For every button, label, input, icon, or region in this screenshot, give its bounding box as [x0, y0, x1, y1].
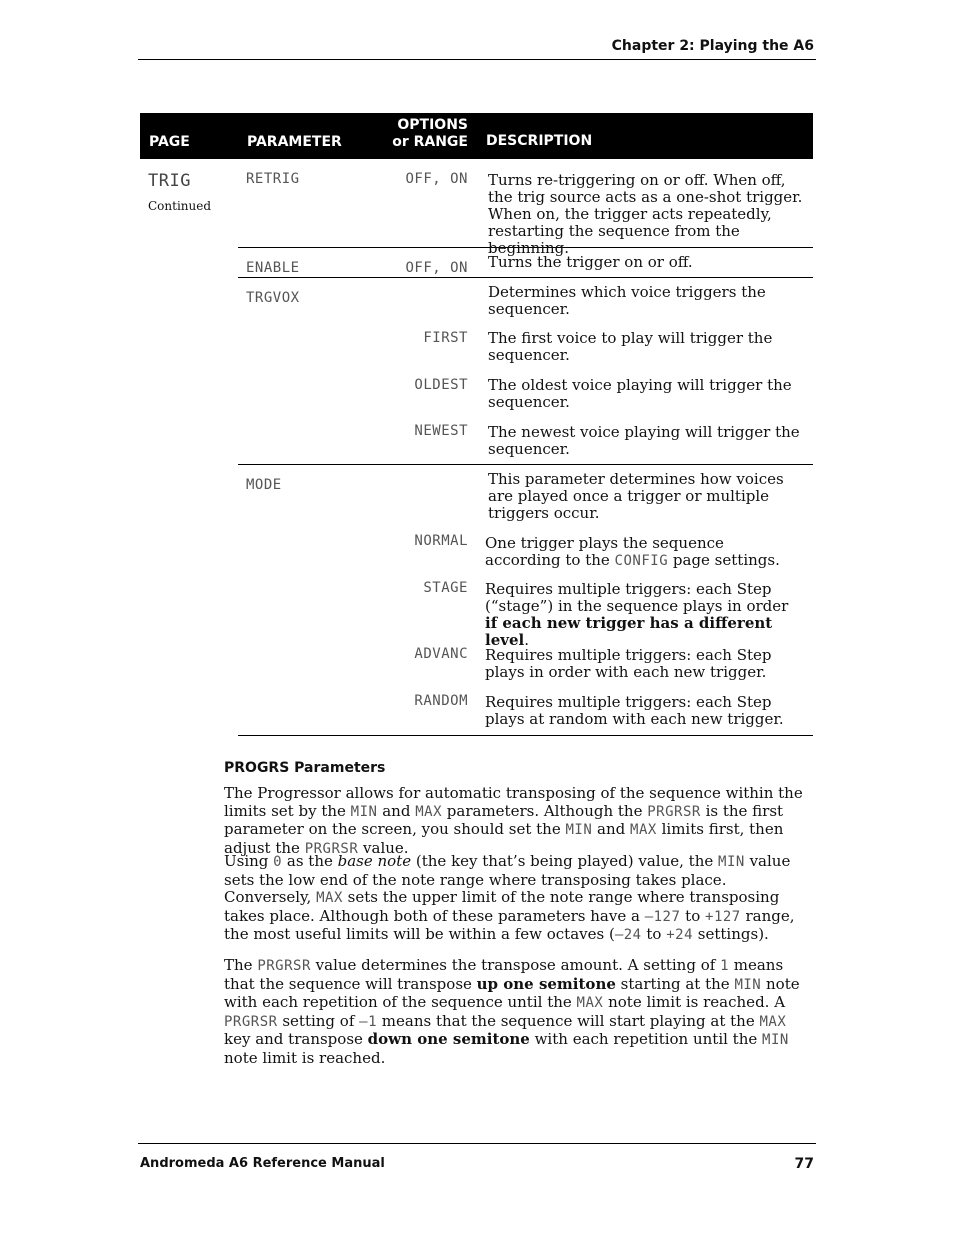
p1-code-min2: MIN	[565, 822, 593, 838]
p3-code-one: 1	[720, 958, 729, 974]
p2-italic-base-note: base note	[337, 852, 412, 870]
p1-text-g: value.	[358, 838, 409, 857]
p3-bold-down: down one semitone	[367, 1030, 530, 1048]
page-cell	[148, 171, 211, 213]
option-advanc: ADVANC	[414, 646, 468, 662]
desc-oldest: The oldest voice playing will trigger the sequencer.	[488, 376, 792, 411]
p3-text-f: note limit is reached. A	[603, 993, 786, 1011]
p2-code-zero: 0	[273, 854, 283, 870]
p2-text-f: to	[680, 906, 706, 925]
table-row-trgvox	[238, 278, 813, 465]
desc-normal-text-end: page settings.	[668, 551, 780, 569]
footer-title: Andromeda A6 Reference Manual	[140, 1156, 385, 1171]
p1-code-min: MIN	[350, 803, 378, 820]
p2-code-max: MAX	[316, 890, 343, 906]
code-config: CONFIG	[614, 553, 669, 569]
param-enable: ENABLE	[246, 260, 300, 276]
p3-code-max: MAX	[576, 995, 604, 1011]
desc-stage	[485, 581, 803, 649]
options-enable: OFF, ON	[405, 260, 468, 276]
paragraph-3	[224, 957, 814, 1067]
desc-retrig: Turns re-triggering on or off. When off, the trig source acts as a one-shot trigger. When on, the trigger acts repeatedly, restarting the sequence from the beginning.	[488, 171, 803, 257]
table-row-retrig	[238, 159, 813, 257]
p2-text-b: as the	[282, 852, 338, 870]
desc-random: Requires multiple triggers: each Step plays at random with each new trigger.	[485, 693, 784, 728]
paragraph-2	[224, 853, 814, 945]
page-continued-note: Continued	[148, 199, 212, 213]
p1-text-b: and	[377, 801, 416, 820]
header-options	[380, 117, 468, 151]
p3-code-prgrsr2: PRGRSR	[224, 1013, 278, 1030]
p3-text-h: means that the sequence will start playing at the	[377, 1011, 760, 1030]
p3-text-b: value determines the transpose amount. A setting of	[310, 956, 721, 974]
running-header: Chapter 2: Playing the A6	[611, 38, 814, 54]
desc-stage-text: Requires multiple triggers: each Step (“stage”) in the sequence plays in order	[485, 580, 789, 615]
p2-text-d: value sets the low end of the note range where transposing takes place. Conversely,	[224, 852, 791, 906]
p3-text-g: setting of	[277, 1011, 360, 1030]
header-parameter: PARAMETER	[247, 134, 342, 150]
page-number: 77	[794, 1156, 814, 1172]
p3-code-min: MIN	[734, 976, 762, 993]
footer-rule	[138, 1143, 816, 1144]
desc-normal-text: One trigger plays the sequence according to the	[485, 534, 724, 569]
p2-code-neg127: –127	[644, 908, 681, 925]
p3-code-min2: MIN	[762, 1032, 789, 1048]
header-options-line2: or RANGE	[392, 134, 468, 150]
p1-text-a: The Progressor allows for automatic transposing of the sequence within the limits set by the	[224, 784, 803, 820]
param-trgvox: TRGVOX	[246, 290, 300, 306]
p2-text-g: range, the most useful limits will be within a few octaves (	[224, 906, 795, 943]
paragraph-1	[224, 785, 814, 858]
desc-mode: This parameter determines how voices are played once a trigger or multiple triggers occur.	[488, 470, 784, 522]
desc-advanc: Requires multiple triggers: each Step plays in order with each new trigger.	[485, 646, 772, 681]
p2-code-neg24: –24	[614, 927, 642, 943]
p2-text-h: to	[641, 925, 667, 943]
desc-normal	[485, 535, 803, 570]
p2-code-pos24: +24	[666, 927, 694, 943]
header-page: PAGE	[149, 134, 190, 150]
table-row-enable	[238, 248, 813, 278]
p1-text-d: is the first parameter on the screen, you should set the	[224, 801, 784, 838]
p3-bold-up: up one semitone	[476, 974, 616, 993]
desc-first: The first voice to play will trigger the sequencer.	[488, 329, 773, 364]
p3-code-prgrsr: PRGRSR	[257, 958, 311, 974]
p3-text-j: with each repetition until the	[529, 1030, 763, 1048]
header-description: DESCRIPTION	[486, 133, 593, 149]
p1-text-e: and	[592, 820, 631, 838]
header-rule	[138, 59, 816, 60]
table-rows	[238, 159, 813, 736]
parameter-table	[140, 113, 813, 728]
p1-text-f: limits first, then adjust the	[224, 820, 784, 857]
options-retrig: OFF, ON	[405, 171, 468, 187]
p3-text-d: starting at the	[615, 974, 735, 993]
p2-text-i: settings).	[693, 925, 769, 943]
p1-code-max2: MAX	[630, 822, 657, 838]
p1-text-c: parameters. Although the	[442, 801, 648, 820]
desc-enable: Turns the trigger on or off.	[488, 253, 693, 271]
table-row-mode	[238, 465, 813, 736]
p2-text-c: (the key that’s being played) value, the	[411, 852, 719, 870]
option-newest: NEWEST	[414, 423, 468, 439]
p3-text-i: key and transpose	[224, 1030, 368, 1048]
p2-code-min: MIN	[718, 854, 745, 870]
p3-text-k: note limit is reached.	[224, 1048, 386, 1067]
desc-stage-end: .	[524, 631, 529, 649]
param-retrig: RETRIG	[246, 171, 300, 187]
p3-text-c: means that the sequence will transpose	[224, 956, 784, 993]
p2-code-pos127: +127	[705, 908, 741, 925]
desc-newest: The newest voice playing will trigger the sequencer.	[488, 423, 800, 458]
desc-trgvox: Determines which voice triggers the sequencer.	[488, 283, 766, 318]
p1-code-prgrsr: PRGRSR	[647, 803, 701, 820]
p2-text-e: sets the upper limit of the note range where transposing takes place. Although both of these parameters have a	[224, 888, 780, 925]
section-title: PROGRS Parameters	[224, 760, 386, 776]
option-stage: STAGE	[423, 580, 468, 596]
p3-code-neg1: –1	[359, 1013, 378, 1030]
table-header	[140, 113, 813, 159]
p1-code-max: MAX	[415, 803, 443, 820]
option-random: RANDOM	[414, 693, 468, 709]
option-first: FIRST	[423, 330, 468, 346]
page-name: TRIG	[148, 171, 191, 191]
p3-text-a: The	[224, 956, 258, 974]
header-options-line1: OPTIONS	[397, 117, 468, 133]
option-oldest: OLDEST	[414, 377, 468, 393]
p2-text-a: Using	[224, 852, 274, 870]
p3-code-max2: MAX	[759, 1013, 787, 1030]
p1-code-prgrsr2: PRGRSR	[304, 840, 359, 857]
p3-text-e: note with each repetition of the sequence until the	[224, 974, 800, 1011]
param-mode: MODE	[246, 477, 282, 493]
option-normal: NORMAL	[414, 533, 468, 549]
desc-stage-bold: if each new trigger has a different level	[485, 614, 773, 649]
